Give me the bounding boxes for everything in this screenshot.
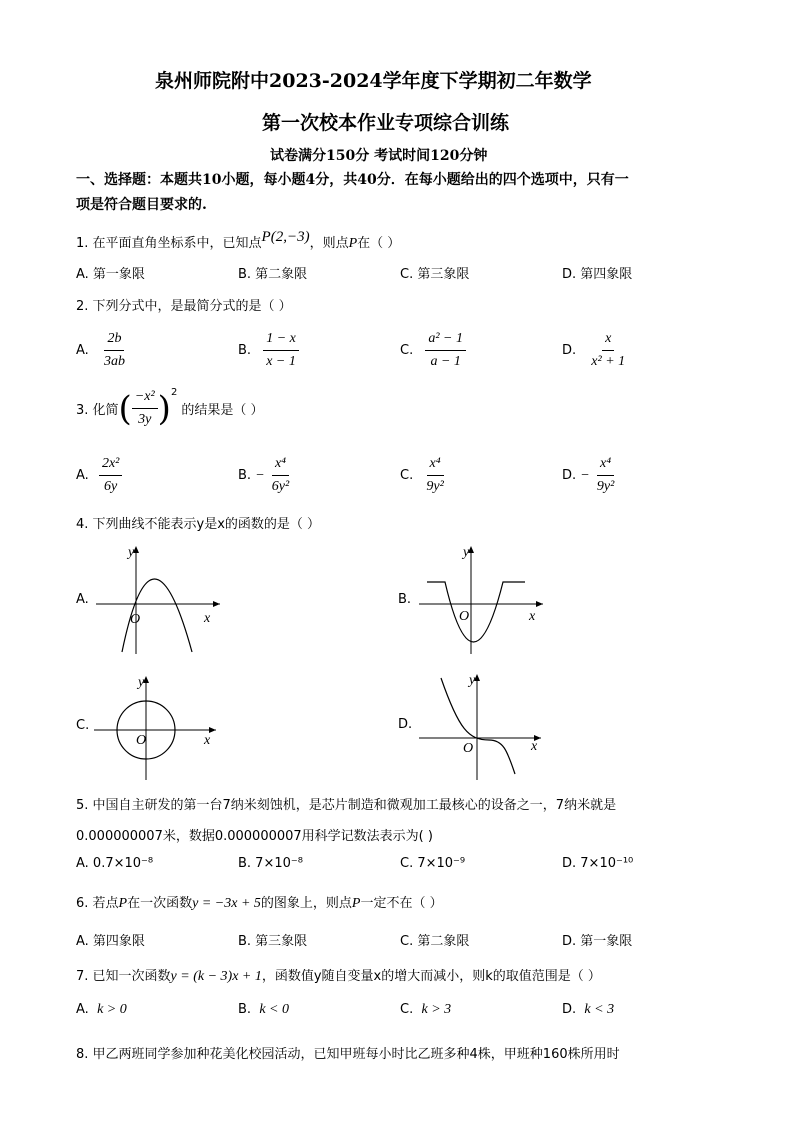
q1-option-a[interactable]: A. 第一象限: [76, 267, 145, 282]
section-heading-line2: 项是符合题目要求的.: [76, 197, 207, 213]
q4-option-d-label[interactable]: D.: [398, 717, 413, 732]
q2-option-d[interactable]: D. $\frac{x}{\text{x² + 1}}$: [562, 331, 626, 369]
q6-option-d[interactable]: D. 第一象限: [562, 934, 633, 949]
q6-option-a[interactable]: A. 第四象限: [76, 934, 145, 949]
q6-option-c[interactable]: C. 第二象限: [400, 934, 470, 949]
q4-option-a-label[interactable]: A.: [76, 592, 89, 607]
q2-option-b[interactable]: B. $\frac{1 - x}{x - 1}$: [238, 330, 299, 371]
q4-option-c-label[interactable]: C.: [76, 718, 90, 733]
page-title: 泉州师院附中2023-2024学年度下学期初二年数学: [155, 70, 592, 92]
question-8-line1: 8. 甲乙两班同学参加种花美化校园活动，已知甲班每小时比乙班多种4株，甲班种160株所用时: [76, 1047, 620, 1062]
question-3-stem: 3. 化简 ( $\frac{\text{−x²}}{3y}$ ) 2 的结果是（ ）: [76, 387, 264, 429]
y-axis-label: y: [469, 673, 476, 688]
q4-graph-d: [413, 670, 553, 785]
q5-option-b[interactable]: B. 7×10⁻⁸: [238, 856, 303, 871]
q4-option-b-label[interactable]: B.: [398, 592, 412, 607]
origin-label: O: [459, 609, 470, 624]
q4-graph-a: [88, 542, 228, 657]
q5-option-c[interactable]: C. 7×10⁻⁹: [400, 856, 466, 871]
q7-option-d[interactable]: D. k < 3: [562, 1002, 615, 1017]
q7-option-c[interactable]: C. k > 3: [400, 1002, 452, 1017]
question-4-stem: 4. 下列曲线不能表示y是x的函数的是（ ）: [76, 517, 321, 532]
q5-option-a[interactable]: A. 0.7×10⁻⁸: [76, 856, 154, 871]
y-axis-label: y: [138, 675, 145, 690]
origin-label: O: [130, 612, 141, 627]
q7-option-a[interactable]: A. k > 0: [76, 1002, 127, 1017]
origin-label: O: [136, 733, 147, 748]
q4-graph-b: [413, 542, 553, 657]
question-2-stem: 2. 下列分式中，是最简分式的是（ ）: [76, 299, 292, 314]
y-axis-label: y: [463, 545, 470, 560]
question-5-line2: 0.000000007米，数据0.000000007用科学记数法表示为( ): [76, 829, 433, 844]
q1-option-c[interactable]: C. 第三象限: [400, 267, 470, 282]
q7-option-b[interactable]: B. k < 0: [238, 1002, 289, 1017]
origin-label: O: [463, 741, 474, 756]
x-axis-label: x: [204, 733, 211, 748]
exam-info: 试卷满分150分 考试时间120分钟: [270, 148, 488, 164]
q3-option-d[interactable]: D. − $\frac{\text{x⁴}}{\text{9y²}}$: [562, 456, 615, 494]
question-7-stem: 7. 已知一次函数y = (k − 3)x + 1，函数值y随自变量x的增大而减小，则k的取值范围是（ ）: [76, 969, 601, 984]
q4-graph-c: [88, 672, 228, 782]
question-6-stem: 6. 若点P在一次函数y = −3x + 5的图象上，则点P一定不在（ ）: [76, 896, 443, 911]
q2-option-a[interactable]: A. $\frac{2b}{3ab}$: [76, 331, 125, 369]
q3-option-c[interactable]: C. $\frac{\text{x⁴}}{\text{9y²}}$: [400, 456, 444, 494]
x-axis-label: x: [204, 611, 211, 626]
q1-option-b[interactable]: B. 第二象限: [238, 267, 308, 282]
q1-option-d[interactable]: D. 第四象限: [562, 267, 633, 282]
q3-option-b[interactable]: B. − $\frac{\text{x⁴}}{\text{6y²}}$: [238, 456, 290, 494]
question-5-line1: 5. 中国自主研发的第一台7纳米刻蚀机，是芯片制造和微观加工最核心的设备之一，7纳米就是: [76, 798, 617, 813]
section-heading-line1: 一、选择题：本题共10小题，每小题4分，共40分．在每小题给出的四个选项中，只有一: [76, 172, 629, 188]
y-axis-label: y: [128, 545, 135, 560]
x-axis-label: x: [531, 739, 538, 754]
q6-option-b[interactable]: B. 第三象限: [238, 934, 308, 949]
q3-option-a[interactable]: A. $\frac{\text{2x²}}{6y}$: [76, 455, 122, 496]
q5-option-d[interactable]: D. 7×10⁻¹⁰: [562, 856, 634, 871]
point-expression: P(2,−3): [261, 229, 310, 245]
linear-function-expression: y = (k − 3)x + 1: [170, 969, 262, 984]
x-axis-label: x: [529, 609, 536, 624]
linear-function-expression: y = −3x + 5: [192, 896, 261, 911]
question-1-stem: 1. 在平面直角坐标系中，已知点P(2,−3)，则点P在（ ）: [76, 229, 401, 251]
q2-option-c[interactable]: C. $\frac{\text{a² − 1}}{a - 1}$: [400, 330, 466, 371]
page-subtitle: 第一次校本作业专项综合训练: [262, 112, 510, 134]
